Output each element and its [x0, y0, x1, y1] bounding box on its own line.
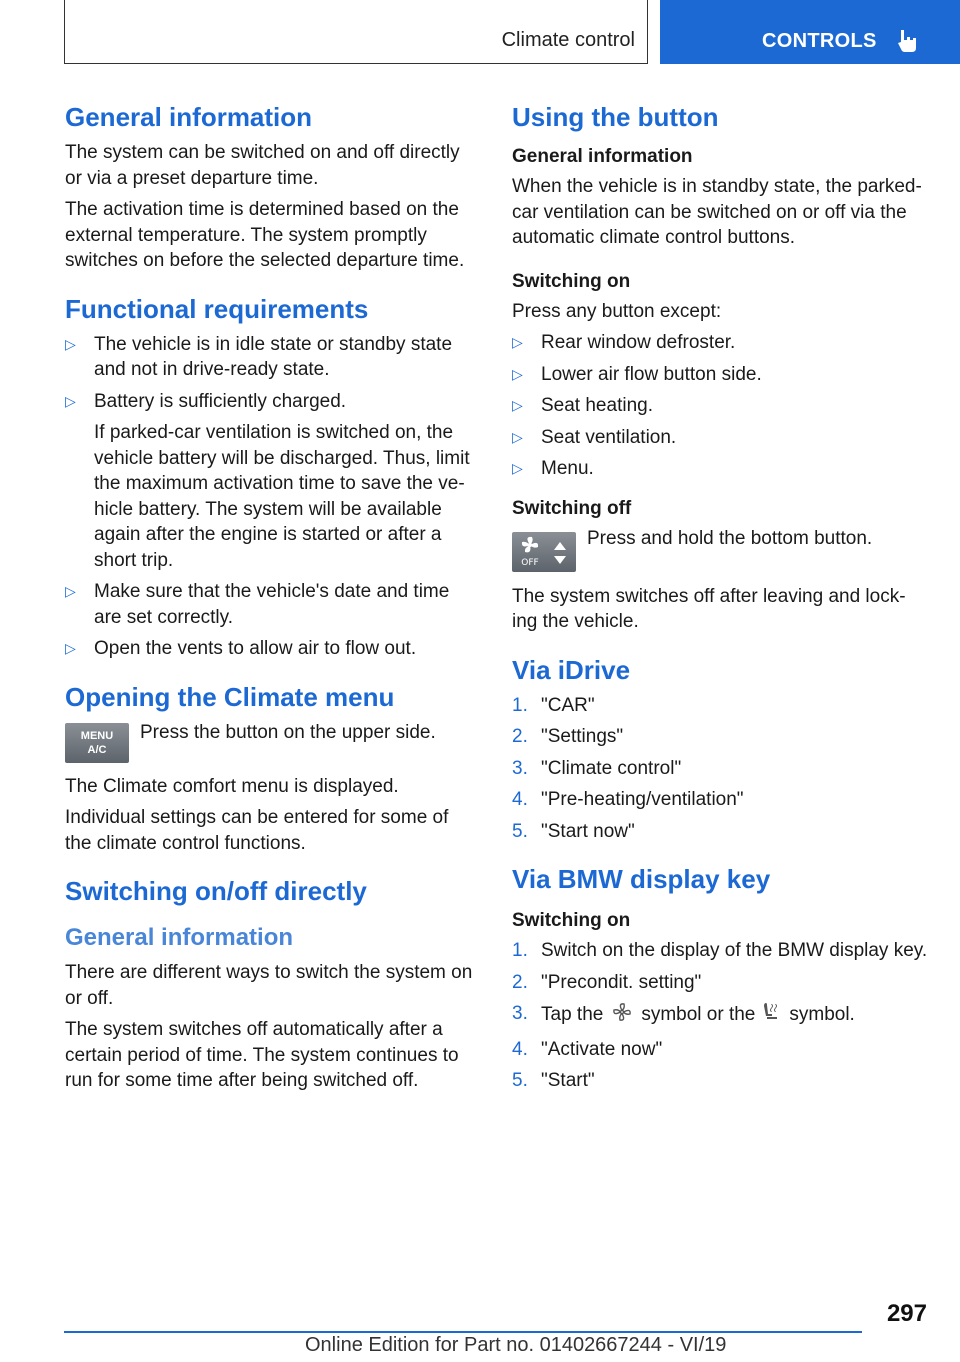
list-item-text: Make sure that the vehicle's date and time are set correctly.: [94, 581, 450, 628]
step-number: 5.: [512, 820, 528, 842]
pointing-hand-icon: [896, 28, 920, 59]
menu-button-label: MENU: [80, 729, 114, 742]
list-item: [512, 938, 930, 964]
step-number: 2.: [512, 726, 528, 747]
list-item: [65, 332, 480, 383]
list-item: [512, 970, 930, 996]
step-text: "Start now": [541, 820, 635, 842]
display-key-steps-list: [512, 938, 930, 1094]
via-display-key-heading: Via BMW display key: [512, 864, 771, 894]
list-item: [512, 1068, 930, 1094]
list-item: [512, 724, 930, 750]
step-number: 3.: [512, 757, 528, 779]
triangle-bullet-icon: ▷: [512, 428, 523, 445]
list-item: [512, 1001, 930, 1031]
list-item: [512, 330, 930, 356]
step-text: Switch on the display of the BMW display key.: [541, 940, 928, 961]
list-item-text: Lower air flow button side.: [541, 363, 762, 385]
triangle-bullet-icon: ▷: [65, 335, 76, 352]
step-number: 3.: [512, 1003, 528, 1024]
step-text: "Start": [541, 1070, 595, 1091]
list-item: [65, 636, 480, 662]
functional-requirements-list: [65, 332, 480, 662]
step-number: 1.: [512, 694, 528, 716]
triangle-bullet-icon: ▷: [512, 460, 523, 476]
list-item-text: Rear window defroster.: [541, 332, 736, 353]
list-item: [512, 693, 930, 719]
step-number: 4.: [512, 789, 528, 810]
triangle-bullet-icon: ▷: [512, 397, 523, 413]
display-key-switching-on-heading: Switching on: [512, 910, 631, 931]
functional-requirements-heading: Functional requirements: [65, 293, 369, 324]
list-item: [512, 756, 930, 782]
list-item-text: Seat heating.: [541, 395, 653, 416]
triangle-bullet-icon: ▷: [65, 640, 76, 656]
list-item: [65, 579, 480, 630]
step-number: 2.: [512, 971, 528, 993]
step-text: symbol or the: [641, 1004, 756, 1025]
switching-heading: Switching on/off directly: [65, 876, 367, 906]
switching-off-text: The system switches off after leaving and lock‐ing the vehicle.: [512, 585, 906, 632]
section-title: Climate control: [501, 29, 635, 51]
list-item-text: Battery is sufficiently charged.: [94, 390, 347, 412]
list-item: [512, 393, 930, 419]
footer-divider: [64, 1331, 862, 1333]
list-item: [512, 819, 930, 845]
list-item: [512, 1037, 930, 1063]
off-button-row: [512, 526, 930, 576]
page-number: 297: [886, 1300, 927, 1327]
off-button-label: OFF: [521, 557, 539, 568]
triangle-bullet-icon: ▷: [65, 392, 76, 409]
step-text: "CAR": [541, 694, 595, 716]
switching-paragraph-2: The system switches off automatically after a certain period of time. The system continues to run for some time after being switched off.: [65, 1019, 459, 1091]
list-item: [512, 787, 930, 813]
climate-menu-paragraph-1: The Climate comfort menu is displayed.: [65, 775, 399, 797]
except-buttons-list: [512, 330, 930, 482]
menu-button-instruction: Press the button on the upper side.: [140, 721, 436, 743]
left-column: [65, 100, 480, 1100]
fan-icon: [611, 1001, 633, 1031]
chapter-tab[interactable]: [660, 0, 960, 64]
general-info-paragraph-2: The activation time is determined based on the external temperature. The system promptly switches on before the selected departure time.: [65, 199, 465, 271]
seat-ventilation-icon: [763, 1001, 781, 1031]
switching-off-heading: Switching off: [512, 497, 632, 519]
switching-on-heading: Switching on: [512, 270, 631, 292]
triangle-bullet-icon: ▷: [512, 365, 523, 382]
list-item: [512, 456, 930, 482]
general-info-heading: General information: [65, 102, 313, 132]
menu-button-row: [65, 720, 480, 766]
right-column: [512, 100, 930, 1100]
switching-general-info-heading: General information: [65, 924, 294, 951]
list-item: [512, 425, 930, 451]
header-section-box: [64, 0, 648, 64]
idrive-steps-list: [512, 693, 930, 845]
step-text: Tap the: [541, 1004, 604, 1025]
using-button-general-info-heading: General information: [512, 146, 693, 167]
step-number: 4.: [512, 1038, 528, 1060]
list-item: [65, 389, 480, 574]
step-text: "Settings": [541, 726, 624, 747]
triangle-bullet-icon: ▷: [65, 583, 76, 599]
switching-paragraph-1: There are different ways to switch the system on or off.: [65, 962, 473, 1009]
using-button-general-info-text: When the vehicle is in standby state, the parked-car ventilation can be switched on or off via the automatic climate control buttons.: [512, 176, 922, 248]
list-item-text: Open the vents to allow air to flow out.: [94, 638, 417, 659]
ac-button-label: A/C: [87, 743, 107, 756]
list-item-text: Menu.: [541, 458, 594, 479]
chapter-title: CONTROLS: [762, 30, 877, 52]
step-text: "Activate now": [541, 1038, 663, 1060]
via-idrive-heading: Via iDrive: [512, 654, 631, 685]
general-info-paragraph-1: The system can be switched on and off directly or via a preset departure time.: [65, 142, 460, 189]
edition-footer: Online Edition for Part no. 01402667244 - VI/19: [305, 1334, 727, 1356]
list-item-text: The vehicle is in idle state or standby state and not in drive-ready state.: [94, 333, 453, 380]
menu-ac-button-icon: [65, 723, 129, 763]
triangle-bullet-icon: ▷: [512, 334, 523, 350]
step-number: 5.: [512, 1070, 528, 1091]
switching-on-text: Press any button except:: [512, 300, 722, 322]
using-button-heading: Using the button: [512, 102, 719, 132]
climate-menu-paragraph-2: Individual settings can be entered for some of the climate control functions.: [65, 807, 449, 854]
step-number: 1.: [512, 940, 528, 961]
step-text: "Pre-heating/ventilation": [541, 789, 744, 810]
off-button-instruction: Press and hold the bottom button.: [587, 527, 873, 549]
list-item: [512, 362, 930, 388]
step-text: symbol.: [789, 1004, 855, 1025]
fan-off-button-icon: [512, 532, 576, 572]
step-text: "Precondit. setting": [541, 971, 702, 993]
climate-menu-heading: Opening the Climate menu: [65, 681, 395, 712]
list-item-note: If parked-car ventilation is switched on, the vehicle battery will be discharged. Thus, limit the maximum activation time to save the ve‐hicle battery. The system will be available again after the engine is started or after a short trip.: [94, 422, 470, 571]
list-item-text: Seat ventilation.: [541, 426, 677, 448]
step-text: "Climate control": [541, 757, 682, 779]
